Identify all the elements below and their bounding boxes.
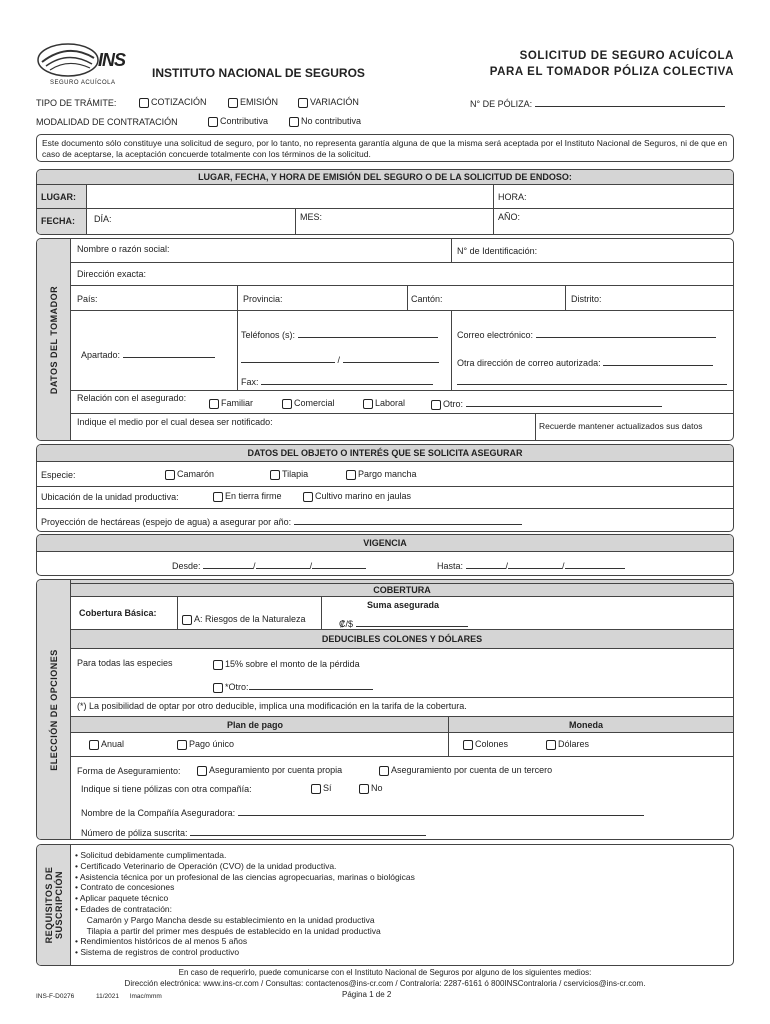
otro-correo-line-2[interactable] xyxy=(457,376,727,385)
desde-dia[interactable] xyxy=(203,560,253,569)
checkbox[interactable] xyxy=(197,766,207,776)
footer-contact-1: En caso de requerirlo, puede comunicarse con el Instituto Nacional de Seguros por alguno de los siguientes medios: xyxy=(178,968,592,977)
numero-poliza-label: Número de póliza suscrita: xyxy=(81,828,188,838)
checkbox[interactable] xyxy=(213,683,223,693)
especie-label: Especie: xyxy=(41,470,76,480)
checkbox[interactable] xyxy=(359,784,369,794)
slash: / xyxy=(337,355,341,365)
option-label: Pargo mancha xyxy=(358,469,417,479)
forma-label: Forma de Aseguramiento: xyxy=(77,766,181,776)
modalidad-label: MODALIDAD DE CONTRATACIÓN xyxy=(36,117,178,127)
option-label: No xyxy=(371,783,383,793)
objeto-section xyxy=(36,444,734,532)
deducible-otro-line[interactable] xyxy=(249,681,373,690)
otra-compania-no[interactable] xyxy=(359,783,383,794)
anio-label: AÑO: xyxy=(498,212,521,222)
fax-field[interactable] xyxy=(241,376,433,387)
numero-poliza-line[interactable] xyxy=(190,827,426,836)
tomador-side-label: DATOS DEL TOMADOR xyxy=(48,285,59,394)
moneda-colones[interactable] xyxy=(463,739,508,750)
relacion-otro[interactable] xyxy=(431,398,662,410)
checkbox[interactable] xyxy=(431,400,441,410)
checkbox[interactable] xyxy=(546,740,556,750)
vigencia-section xyxy=(36,534,734,576)
option-label: 15% sobre el monto de la pérdida xyxy=(225,659,360,669)
otra-compania-si[interactable] xyxy=(311,783,332,794)
correo-line[interactable] xyxy=(536,329,716,338)
telefono-line-3[interactable] xyxy=(343,354,439,363)
requisito-item: • Certificado Veterinario de Operación (CVO) de la unidad productiva. xyxy=(75,860,337,871)
option-label: *Otro: xyxy=(225,682,249,692)
requisitos-list xyxy=(75,850,415,958)
apartado-line[interactable] xyxy=(123,349,215,358)
telefonos-label: Teléfonos (s): xyxy=(241,330,296,340)
lugar-label: LUGAR: xyxy=(41,192,76,202)
option-label: Dólares xyxy=(558,739,590,749)
proyeccion-field[interactable] xyxy=(41,516,522,527)
mes-label: MES: xyxy=(300,212,323,222)
poliza-field[interactable] xyxy=(470,98,725,109)
suma-asegurada-label: Suma asegurada xyxy=(367,600,440,610)
disclaimer-text: Este documento sólo constituye una solicitud de seguro, por lo tanto, no representa garantía alguna de que la misma será aceptada por el Instituto Nacional de Seguros, ni de que en caso de aceptarse, la aceptación concuerde totalmente con los términos de la solicitud. xyxy=(42,138,728,159)
fax-line[interactable] xyxy=(261,376,433,385)
fecha-label: FECHA: xyxy=(41,216,75,226)
forma-tercero[interactable] xyxy=(379,765,552,776)
especie-camaron[interactable] xyxy=(165,469,214,480)
checkbox[interactable] xyxy=(182,615,192,625)
page-number: Página 1 de 2 xyxy=(342,990,392,999)
requisito-item: Camarón y Pargo Mancha desde su establecimiento en la unidad productiva xyxy=(75,914,375,925)
telefono-line-2[interactable] xyxy=(241,354,335,363)
requisito-item: • Rendimientos históricos de al menos 5 años xyxy=(75,936,248,947)
checkbox[interactable] xyxy=(289,117,299,127)
option-label: EMISIÓN xyxy=(240,97,279,107)
recuerde-note: Recuerde mantener actualizados sus datos xyxy=(539,421,703,431)
deducible-otro[interactable] xyxy=(213,681,373,693)
desde-field[interactable] xyxy=(172,560,366,571)
vigencia-title: VIGENCIA xyxy=(37,535,733,552)
apartado-label: Apartado: xyxy=(81,350,121,360)
otro-correo-line[interactable] xyxy=(603,357,713,366)
checkbox[interactable] xyxy=(228,98,238,108)
ubicacion-jaulas[interactable] xyxy=(303,491,411,502)
correo-field[interactable] xyxy=(457,329,716,340)
relacion-laboral[interactable] xyxy=(363,398,405,409)
relacion-label: Relación con el asegurado: xyxy=(77,393,187,403)
tramite-label: TIPO DE TRÁMITE: xyxy=(36,98,117,108)
option-label: Contributiva xyxy=(220,116,269,126)
direccion-label: Dirección exacta: xyxy=(77,269,147,279)
deducible-15pct[interactable] xyxy=(213,659,360,670)
option-label: Camarón xyxy=(177,469,215,479)
medio-label: Indique el medio por el cual desea ser notificado: xyxy=(77,417,273,427)
deducibles-title: DEDUCIBLES COLONES Y DÓLARES xyxy=(71,629,733,649)
hasta-dia[interactable] xyxy=(466,560,506,569)
slash: / xyxy=(505,561,509,571)
correo-label: Correo electrónico: xyxy=(457,330,534,340)
checkbox[interactable] xyxy=(379,766,389,776)
option-label: Cultivo marino en jaulas xyxy=(315,491,412,501)
footer-contact-2: Dirección electrónica: www.ins-cr.com / Consultas: contactenos@ins-cr.com / Contraloría: 2287-6161 ó 800INSContraloria / cservicios@ins-cr.com. xyxy=(124,979,646,988)
option-label: Otro: xyxy=(443,399,464,409)
checkbox[interactable] xyxy=(213,492,223,502)
dia-label: DÍA: xyxy=(94,214,112,224)
moneda-dolares[interactable] xyxy=(546,739,589,750)
checkbox[interactable] xyxy=(209,399,219,409)
form-date: 11/2021 xyxy=(96,993,120,1000)
suma-line[interactable] xyxy=(356,618,468,627)
compania-line[interactable] xyxy=(238,807,644,816)
option-label: Colones xyxy=(475,739,509,749)
form-title-2: PARA EL TOMADOR PÓLIZA COLECTIVA xyxy=(489,66,734,78)
logo-sub: SEGURO ACUÍCOLA xyxy=(50,80,116,86)
opciones-side-label: ELECCIÓN DE OPCIONES xyxy=(48,648,59,771)
numero-poliza-field[interactable] xyxy=(81,827,426,838)
checkbox[interactable] xyxy=(208,117,218,127)
checkbox[interactable] xyxy=(177,740,187,750)
opciones-section xyxy=(36,579,734,840)
option-label: Aseguramiento por cuenta propia xyxy=(209,765,343,775)
checkbox[interactable] xyxy=(298,98,308,108)
apartado-field[interactable] xyxy=(81,349,215,360)
option-label: Aseguramiento por cuenta de un tercero xyxy=(391,765,553,775)
deducible-nota: (*) La posibilidad de optar por otro deducible, implica una modificación en la tarifa de la cobertura. xyxy=(77,701,467,711)
moneda-symbol: ₡/$ xyxy=(339,619,354,629)
checkbox[interactable] xyxy=(463,740,473,750)
otro-correo-field[interactable] xyxy=(457,357,713,368)
otra-compania-label: Indique si tiene pólizas con otra compañía: xyxy=(81,784,252,794)
ubicacion-tierra[interactable] xyxy=(213,491,282,502)
disclaimer-box xyxy=(36,134,734,162)
otro-correo-label: Otra dirección de correo autorizada: xyxy=(457,358,601,368)
relacion-otro-line[interactable] xyxy=(466,398,662,407)
requisito-item: Tilapia a partir del primer mes después de establecido en la unidad productiva xyxy=(75,925,381,936)
form-code: INS-F-D0276 xyxy=(36,993,75,1000)
compania-field[interactable] xyxy=(81,807,644,818)
telefonos-field[interactable] xyxy=(241,329,438,340)
compania-label: Nombre de la Compañía Aseguradora: xyxy=(81,808,236,818)
relacion-familiar[interactable] xyxy=(209,398,253,409)
fax-label: Fax: xyxy=(241,377,259,387)
requisitos-section xyxy=(36,844,734,966)
objeto-title: DATOS DEL OBJETO O INTERÉS QUE SE SOLICITA ASEGURAR xyxy=(37,445,733,462)
ubicacion-label: Ubicación de la unidad productiva: xyxy=(41,492,179,502)
hasta-anio[interactable] xyxy=(565,560,625,569)
option-emision[interactable] xyxy=(228,97,278,108)
plan-anual[interactable] xyxy=(89,739,124,750)
option-label: En tierra firme xyxy=(225,491,282,501)
tomador-section xyxy=(36,238,734,441)
checkbox[interactable] xyxy=(89,740,99,750)
desde-mes[interactable] xyxy=(256,560,310,569)
option-label: Laboral xyxy=(375,398,406,408)
nombre-label: Nombre o razón social: xyxy=(77,244,170,254)
poliza-label: N° DE PÓLIZA: xyxy=(470,99,533,109)
todas-especies-label: Para todas las especies xyxy=(77,658,173,668)
requisito-item: • Contrato de concesiones xyxy=(75,882,175,893)
requisitos-side-1: REQUISITOS DE xyxy=(43,866,54,944)
plan-pago-title: Plan de pago xyxy=(227,720,284,730)
option-contributiva[interactable] xyxy=(208,116,268,127)
checkbox[interactable] xyxy=(311,784,321,794)
slash: / xyxy=(562,561,565,571)
cobertura-title: COBERTURA xyxy=(71,583,733,597)
checkbox[interactable] xyxy=(165,470,175,480)
requisito-item: • Aplicar paquete técnico xyxy=(75,893,169,904)
requisito-item: • Solicitud debidamente cumplimentada. xyxy=(75,850,227,860)
requisito-item: • Sistema de registros de control productivo xyxy=(75,947,240,958)
plan-unico[interactable] xyxy=(177,739,234,750)
identificacion-label: N° de Identificación: xyxy=(457,246,538,256)
requisitos-side-2: SUSCRIPCIÓN xyxy=(53,870,64,940)
requisito-item: • Asistencia técnica por un profesional de las ciencias agropecuarias, marinas o biológicas xyxy=(75,871,415,882)
emision-section xyxy=(36,169,734,235)
hasta-mes[interactable] xyxy=(505,560,562,571)
option-label: Sí xyxy=(323,783,332,793)
option-label: A: Riesgos de la Naturaleza xyxy=(194,614,306,624)
telefono2-field[interactable] xyxy=(241,354,439,365)
option-label: Tilapia xyxy=(282,469,309,479)
checkbox[interactable] xyxy=(270,470,280,480)
riesgos-naturaleza[interactable] xyxy=(182,614,306,625)
hasta-label: Hasta: xyxy=(437,561,464,571)
desde-anio[interactable] xyxy=(309,560,366,571)
slash: / xyxy=(253,561,256,571)
checkbox[interactable] xyxy=(213,660,223,670)
otro-correo-line2[interactable] xyxy=(457,376,727,387)
suma-field[interactable] xyxy=(339,618,468,629)
especie-tilapia[interactable] xyxy=(270,469,308,480)
pais-label: País: xyxy=(77,294,98,304)
checkbox[interactable] xyxy=(303,492,313,502)
option-no-contributiva[interactable] xyxy=(289,116,361,127)
hasta-field[interactable] xyxy=(437,560,625,571)
telefono-line-1[interactable] xyxy=(298,329,438,338)
checkbox[interactable] xyxy=(139,98,149,108)
checkbox[interactable] xyxy=(346,470,356,480)
option-label: COTIZACIÓN xyxy=(151,97,207,107)
distrito-label: Distrito: xyxy=(571,294,602,304)
provincia-label: Provincia: xyxy=(243,294,283,304)
proyeccion-line[interactable] xyxy=(294,516,522,525)
poliza-input-line[interactable] xyxy=(535,98,725,107)
desde-label: Desde: xyxy=(172,561,201,571)
option-cotizacion[interactable] xyxy=(139,97,207,108)
logo-text: INS xyxy=(98,50,126,70)
hora-label: HORA: xyxy=(498,192,527,202)
requisito-item: • Edades de contratación: xyxy=(75,903,173,914)
cobertura-basica-label: Cobertura Básica: xyxy=(79,608,157,618)
slash: / xyxy=(309,561,313,571)
institution-name: INSTITUTO NACIONAL DE SEGUROS xyxy=(152,66,365,80)
emision-title: LUGAR, FECHA, Y HORA DE EMISIÓN DEL SEGURO O DE LA SOLICITUD DE ENDOSO: xyxy=(37,170,733,185)
checkbox[interactable] xyxy=(363,399,373,409)
option-variacion[interactable] xyxy=(298,97,359,108)
option-label: VARIACIÓN xyxy=(310,97,359,107)
form-user: lmac/mmm xyxy=(130,993,162,1000)
ins-logo xyxy=(36,40,146,90)
form-title-1: SOLICITUD DE SEGURO ACUÍCOLA xyxy=(519,50,734,62)
moneda-title: Moneda xyxy=(569,720,604,730)
canton-label: Cantón: xyxy=(411,294,443,304)
relacion-comercial[interactable] xyxy=(282,398,335,409)
checkbox[interactable] xyxy=(282,399,292,409)
especie-pargo[interactable] xyxy=(346,469,417,480)
option-label: Familiar xyxy=(221,398,254,408)
proyeccion-label: Proyección de hectáreas (espejo de agua) a asegurar por año: xyxy=(41,517,292,527)
option-label: Comercial xyxy=(294,398,335,408)
option-label: Pago único xyxy=(189,739,235,749)
option-label: Anual xyxy=(101,739,125,749)
forma-propia[interactable] xyxy=(197,765,342,776)
option-label: No contributiva xyxy=(301,116,362,126)
